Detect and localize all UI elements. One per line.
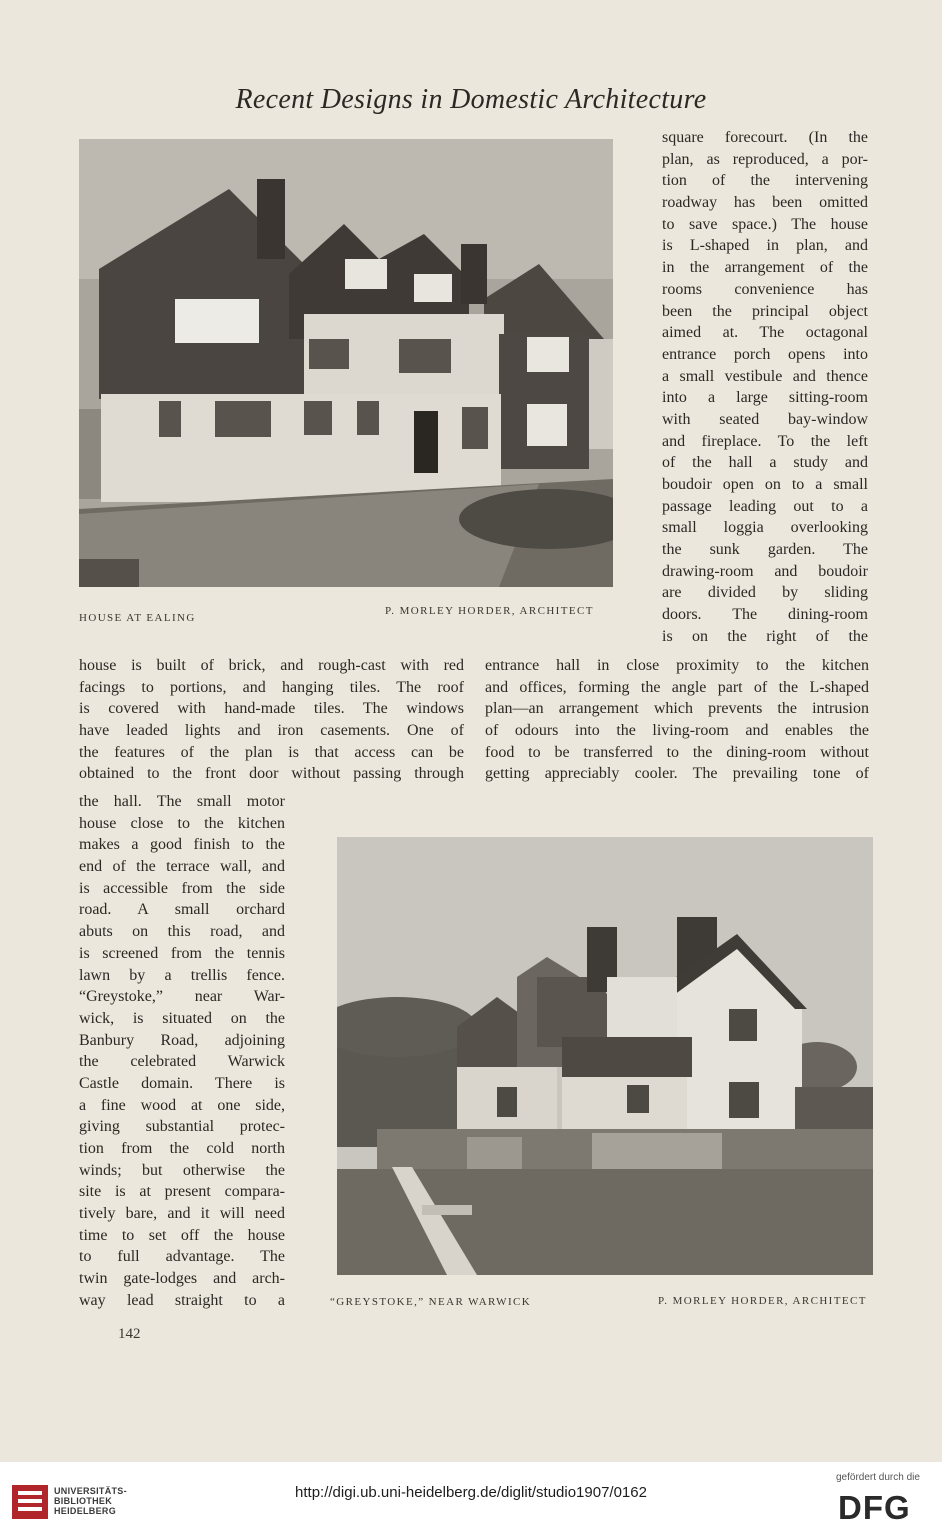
text-line: site is at present compara- (79, 1183, 285, 1201)
text-line: winds; but otherwise the (79, 1161, 285, 1179)
text-line: facings to portions, and hanging tiles. The roof (79, 678, 464, 696)
text-line: a fine wood at one side, (79, 1096, 285, 1114)
funded-by-label: gefördert durch die (836, 1472, 920, 1483)
text-line: is covered with hand-made tiles. The windows (79, 700, 464, 718)
text-line: is accessible from the side (79, 879, 285, 897)
text-line: the hall. The small motor (79, 793, 285, 810)
text-line: boudoir open on to a small (662, 476, 868, 493)
text-line: square forecourt. (In the (662, 129, 868, 146)
photo2-caption-title: “GREYSTOKE,” NEAR WARWICK (330, 1296, 532, 1308)
text-mid-right-column (485, 655, 869, 785)
text-line: and offices, forming the angle part of the L-shaped (485, 678, 869, 696)
text-line: to save space.) The house (662, 215, 868, 233)
text-line: entrance porch opens into (662, 345, 868, 363)
photo1-caption-title: HOUSE AT EALING (79, 612, 196, 624)
text-line: wick, is situated on the (79, 1009, 285, 1027)
text-line: doors. The dining-room (662, 606, 868, 624)
text-line: twin gate-lodges and arch- (79, 1270, 285, 1288)
text-line: have leaded lights and iron casements. One of (79, 722, 464, 740)
text-line: lawn by a trellis fence. (79, 966, 285, 984)
text-line: Castle domain. There is (79, 1074, 285, 1092)
text-line: entrance hall in close proximity to the kitchen (485, 657, 869, 674)
library-name-line2: BIBLIOTHEK (54, 1496, 112, 1506)
text-line: the features of the plan is that access can be (79, 743, 464, 761)
text-line: into a large sitting-room (662, 389, 868, 407)
text-line: passage leading out to a (662, 497, 868, 515)
page-number: 142 (118, 1326, 141, 1342)
text-line: is L-shaped in plan, and (662, 237, 868, 255)
text-line: house is built of brick, and rough-cast with red (79, 657, 464, 674)
text-line: Banbury Road, adjoining (79, 1031, 285, 1049)
text-right-column (662, 127, 868, 648)
text-line: drawing-room and boudoir (662, 562, 868, 580)
text-mid-left-column (79, 655, 464, 785)
text-line: “Greystoke,” near War- (79, 988, 285, 1006)
text-line: giving substantial protec- (79, 1118, 285, 1136)
library-name-line3: HEIDELBERG (54, 1506, 117, 1516)
text-line: tively bare, and it will need (79, 1205, 285, 1223)
greystoke-illustration (337, 837, 873, 1275)
text-line: house close to the kitchen (79, 814, 285, 832)
text-line: a small vestibule and thence (662, 367, 868, 385)
text-line: to full advantage. The (79, 1248, 285, 1266)
library-name-line1: UNIVERSITÄTS- (54, 1486, 127, 1496)
text-line: time to set off the house (79, 1226, 285, 1244)
text-line: plan—an arrangement which prevents the intrusion (485, 700, 869, 718)
source-url-link[interactable]: http://digi.ub.uni-heidelberg.de/diglit/studio1907/0162 (295, 1484, 647, 1501)
text-line: getting appreciably cooler. The prevailing tone of (485, 765, 869, 783)
house-at-ealing-illustration (79, 139, 613, 587)
text-line: and fireplace. To the left (662, 432, 868, 450)
photo1-caption-architect: P. MORLEY HORDER, ARCHITECT (385, 605, 594, 617)
text-line: roadway has been omitted (662, 194, 868, 212)
text-line: food to be transferred to the dining-room without (485, 743, 869, 761)
text-line: the celebrated Warwick (79, 1053, 285, 1071)
text-line: of the hall a study and (662, 454, 868, 472)
text-line: tion of the intervening (662, 172, 868, 190)
text-line: makes a good finish to the (79, 836, 285, 854)
text-line: in the arrangement of the (662, 259, 868, 277)
text-line: small loggia overlooking (662, 519, 868, 537)
text-line: rooms convenience has (662, 280, 868, 298)
text-line: is on the right of the (662, 627, 868, 645)
text-line: abuts on this road, and (79, 923, 285, 941)
text-line: end of the terrace wall, and (79, 858, 285, 876)
text-line: tion from the cold north (79, 1140, 285, 1157)
text-line: is screened from the tennis (79, 944, 285, 962)
text-lower-left-column (79, 791, 285, 1312)
running-title: Recent Designs in Domestic Architecture (235, 84, 707, 115)
text-line: with seated bay-window (662, 410, 868, 428)
text-line: been the principal object (662, 302, 868, 320)
text-line: obtained to the front door without passing through (79, 765, 464, 783)
text-line: plan, as reproduced, a por- (662, 150, 868, 168)
text-line: the sunk garden. The (662, 541, 868, 559)
photo-greystoke (337, 837, 873, 1275)
photo2-caption-architect: P. MORLEY HORDER, ARCHITECT (658, 1295, 867, 1307)
text-line: aimed at. The octagonal (662, 324, 868, 342)
photo-house-at-ealing (79, 139, 613, 587)
dfg-logo: DFG (838, 1489, 911, 1526)
text-line: of odours into the living-room and enables the (485, 722, 869, 740)
text-line: road. A small orchard (79, 901, 285, 919)
text-line: are divided by sliding (662, 584, 868, 602)
text-line: way lead straight to a (79, 1291, 285, 1309)
